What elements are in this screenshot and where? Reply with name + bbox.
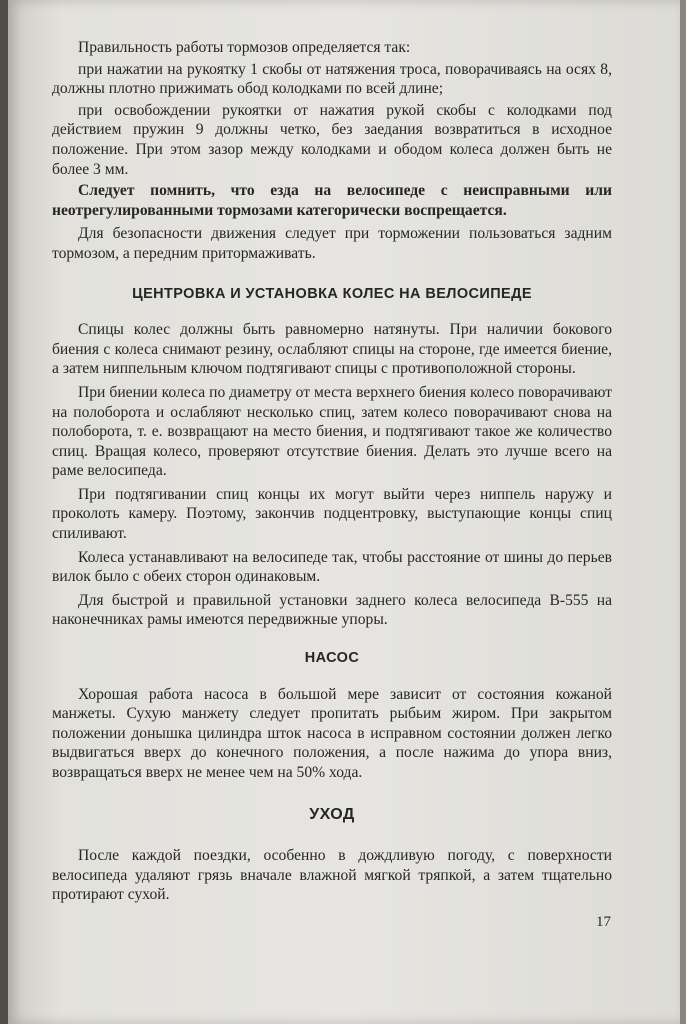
page-number: 17 — [596, 914, 611, 930]
section-heading-pump: НАСОС — [304, 650, 360, 667]
intro-paragraph: при нажатии на рукоятку 1 скобы от натяжения троса, поворачиваясь на осях 8, должны плотно прижимать обод колодками по всей длине; — [52, 60, 612, 98]
centering-paragraph: Для быстрой и правильной установки заднего колеса велосипеда В-555 на наконечниках рамы имеются передвижные упоры. — [52, 591, 612, 629]
page-content — [52, 38, 612, 909]
intro-paragraph: Для безопасности движения следует при торможении пользоваться задним тормозом, а передним притормаживать. — [52, 225, 612, 262]
centering-paragraph: Колеса устанавливают на велосипеде так, чтобы расстояние от шины до перьев вилок было с обеих сторон одинаковым. — [52, 548, 612, 586]
centering-paragraph: Спицы колес должны быть равномерно натянуты. При наличии бокового биения с колеса снимают резину, ослабляют спицы на стороне, где имеется биение, а затем ниппельным ключом подтягивают спицы с противоположной стороны. — [52, 321, 612, 378]
centering-paragraph: При подтягивании спиц концы их могут выйти через ниппель наружу и проколоть камеру. Поэтому, закончив подцентровку, выступающие концы спиц спиливают. — [52, 485, 612, 543]
section-heading-care: УХОД — [309, 805, 355, 823]
centering-paragraph: При биении колеса по диаметру от места верхнего биения колесо поворачивают на полоборота и ослабляют несколько спиц, затем колесо поворачивают снова на полоборота, т. е. возвращают на место биения, и подтягивают такое же количество спиц. Вращая колесо, проверяют отсутствие биения. Делать это лучше всего на раме велосипеда. — [52, 383, 612, 480]
warning-paragraph: Следует помнить, что езда на велосипеде с неисправными или неотрегулированными тормозами категорически воспрещается. — [52, 182, 612, 219]
care-paragraph: После каждой поездки, особенно в дождливую погоду, с поверхности велосипеда удаляют грязь вначале влажной мягкой тряпкой, а затем тщательно протирают сухой. — [52, 847, 612, 904]
book-page — [8, 0, 680, 1024]
section-heading-centering: ЦЕНТРОВКА И УСТАНОВКА КОЛЕС НА ВЕЛОСИПЕДЕ — [132, 285, 532, 302]
pump-paragraph: Хорошая работа насоса в большой мере зависит от состояния кожаной манжеты. Сухую манжету следует пропитать рыбьим жиром. При закрытом положении донышка цилиндра шток насоса в исправном состоянии должен легко выдвигаться вверх до конечного положения, а после нажима до упора вниз, возвращаться вверх не менее чем на 50% хода. — [52, 685, 612, 781]
intro-paragraph: при освобождении рукоятки от нажатия рукой скобы с колодками под действием пружин 9 должны четко, без заедания возвратиться в исходное положение. При этом зазор между колодками и ободом колеса должен быть не более 3 мм. — [52, 101, 612, 178]
intro-paragraph: Правильность работы тормозов определяется так: — [78, 39, 411, 56]
